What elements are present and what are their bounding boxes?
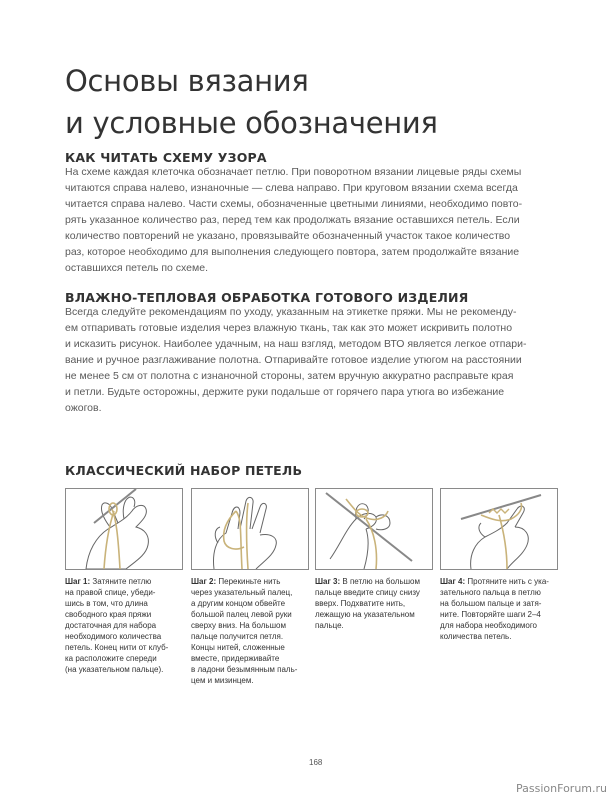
text-line: рять указанное количество раз, перед тем как продолжать вязание оставшихся петель. Если: [65, 214, 520, 226]
text-line: не менее 5 см от полотна с изнаночной стороны, затем вручную аккуратно расправьте края: [65, 370, 514, 382]
caption-line: вверх. Подхватите нить,: [315, 599, 406, 608]
hand-with-yarn-icon: [192, 489, 308, 569]
section-heading-blocking: ВЛАЖНО-ТЕПЛОВАЯ ОБРАБОТКА ГОТОВОГО ИЗДЕЛИЯ: [65, 290, 469, 305]
caption-line: цем и мизинцем.: [191, 676, 254, 685]
text-line: раз, которое необходимо для выполнения следующего повтора, затем продолжайте вязание: [65, 246, 520, 258]
caption-line: Протяните нить с ука-: [467, 577, 549, 586]
needle-through-loop-icon: [316, 489, 432, 569]
caption-line: а другим концом обвейте: [191, 599, 286, 608]
cast-on-step-4: [440, 488, 558, 642]
step-3-illustration: [315, 488, 433, 570]
pull-through-loop-icon: [441, 489, 557, 569]
caption-line: Затяните петлю: [92, 577, 152, 586]
text-line: ем отпаривать готовые изделия через влажную ткань, так как это может искривить полотно: [65, 322, 513, 334]
hand-with-needle-icon: [66, 489, 182, 569]
caption-line: пальце получится петля.: [191, 632, 284, 641]
cast-on-step-2: [191, 488, 309, 686]
section-heading-read-chart: КАК ЧИТАТЬ СХЕМУ УЗОРА: [65, 150, 267, 165]
text-line: читается справа налево. Части схемы, обозначенные цветными линиями, необходимо повто-: [65, 198, 523, 210]
caption-line: достаточная для набора: [65, 621, 157, 630]
caption-line: ка расположите спереди: [65, 654, 157, 663]
text-line: ожогов.: [65, 402, 102, 414]
caption-line: ните. Повторяйте шаги 2–4: [440, 610, 541, 619]
text-line: вание и ручное разглаживание полотна. Отпаривайте готовое изделие утюгом на расстоянии: [65, 354, 522, 366]
step-label: Шаг 3:: [315, 577, 341, 586]
caption-line: в ладони безымянным паль-: [191, 665, 298, 674]
step-4-caption: [440, 576, 558, 642]
page-title: [65, 60, 438, 144]
caption-line: (на указательном пальце).: [65, 665, 164, 674]
site-watermark: PassionForum.ru: [516, 782, 607, 795]
caption-line: пальце.: [315, 621, 344, 630]
caption-line: зательного пальца в петлю: [440, 588, 541, 597]
caption-line: вместе, придерживайте: [191, 654, 280, 663]
text-line: читаются справа налево, изнаночные — слева направо. При круговом вязании схема всегда: [65, 182, 518, 194]
page-title-line-2: и условные обозначения: [65, 106, 438, 140]
step-1-caption: [65, 576, 183, 675]
caption-line: Концы нитей, сложенные: [191, 643, 285, 652]
caption-line: через указательный палец,: [191, 588, 293, 597]
step-label: Шаг 2:: [191, 577, 217, 586]
page-number: 168: [309, 758, 323, 767]
cast-on-step-3: [315, 488, 433, 631]
section-text-read-chart: [65, 164, 535, 276]
caption-line: на большом пальце и затя-: [440, 599, 542, 608]
section-text-blocking: [65, 304, 535, 416]
text-line: Всегда следуйте рекомендациям по уходу, указанным на этикетке пряжи. Мы не рекоменду-: [65, 306, 517, 318]
caption-line: количества петель.: [440, 632, 512, 641]
caption-line: пальце введите спицу снизу: [315, 588, 420, 597]
step-2-illustration: [191, 488, 309, 570]
text-line: На схеме каждая клеточка обозначает петлю. При поворотном вязании лицевые ряды схемы: [65, 166, 522, 178]
cast-on-step-1: [65, 488, 183, 675]
caption-line: В петлю на большом: [342, 577, 420, 586]
text-line: оставшихся петель по схеме.: [65, 262, 208, 274]
section-heading-cast-on: КЛАССИЧЕСКИЙ НАБОР ПЕТЕЛЬ: [65, 463, 303, 478]
caption-line: свободного края пряжи: [65, 610, 152, 619]
caption-line: петель. Конец нити от клуб-: [65, 643, 169, 652]
step-2-caption: [191, 576, 309, 686]
step-label: Шаг 1:: [65, 577, 91, 586]
caption-line: на правой спице, убеди-: [65, 588, 156, 597]
caption-line: лежащую на указательном: [315, 610, 415, 619]
text-line: и петли. Будьте осторожны, держите руки подальше от горячего пара утюга во избежание: [65, 386, 505, 398]
text-line: и исказить рисунок. Наиболее удачным, на наш взгляд, методом ВТО является легкое отпари-: [65, 338, 527, 350]
caption-line: большой палец левой руки: [191, 610, 292, 619]
caption-line: сверху вниз. На большом: [191, 621, 286, 630]
caption-line: Перекиньте нить: [218, 577, 281, 586]
step-3-caption: [315, 576, 433, 631]
caption-line: шись в том, что длина: [65, 599, 148, 608]
step-1-illustration: [65, 488, 183, 570]
page-title-line-1: Основы вязания: [65, 64, 309, 98]
caption-line: необходимого количества: [65, 632, 162, 641]
step-label: Шаг 4:: [440, 577, 466, 586]
caption-line: для набора необходимого: [440, 621, 538, 630]
text-line: количество повторений не указано, провязывайте обозначенный участок такое количество: [65, 230, 511, 242]
step-4-illustration: [440, 488, 558, 570]
